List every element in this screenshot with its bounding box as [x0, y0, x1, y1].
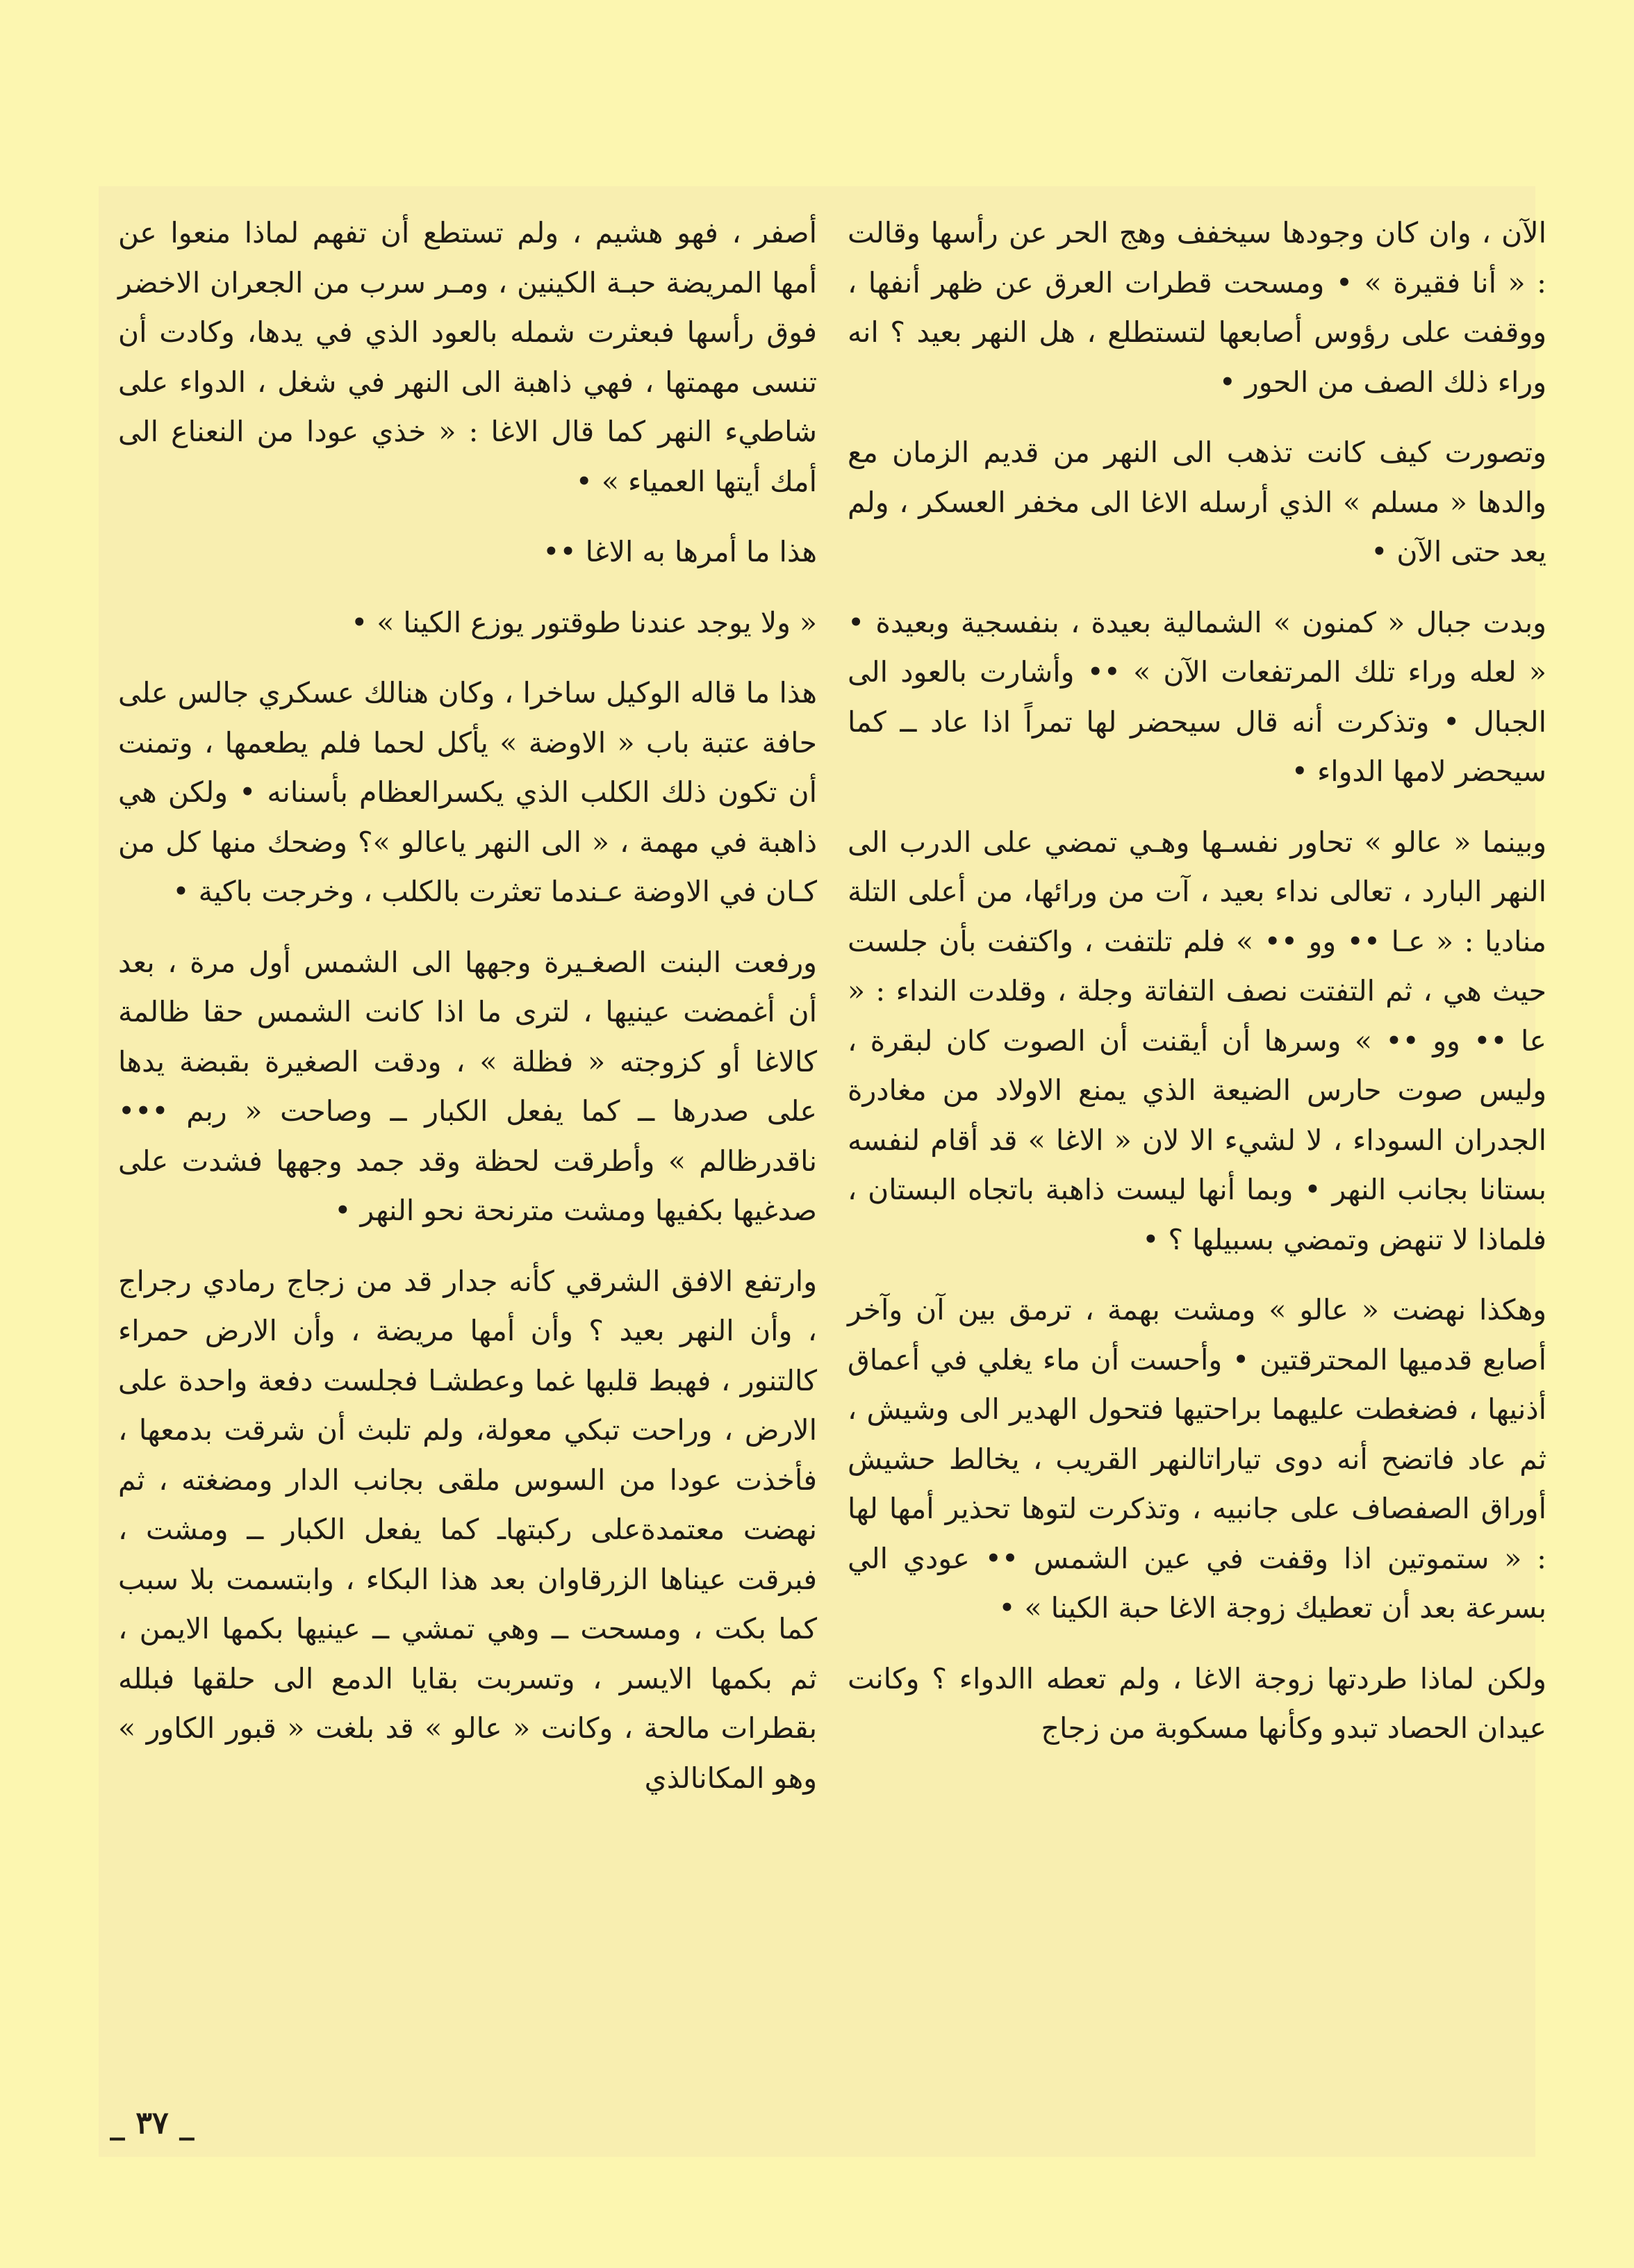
paragraph: أصفر ، فهو هشيم ، ولم تستطع أن تفهم لماذا منعوا عن أمها المريضة حبـة الكينين ، ومـر سرب من الجعران الاخضر فوق رأسها فبعثرت شمله بالعود الذي في يدها، وكادت أن تنسى مهمتها ، فهي ذاهبة الى النهر في شغل ، الدواء على شاطيء النهر كما قال الاغا : « خذي عودا من النعناع الى أمك أيتها العمياء » • [118, 216, 817, 498]
paragraph: ولكن لماذا طردتها زوجة الاغا ، ولم تعطه االدواء ؟ وكانت عيدان الحصاد تبدو وكأنها مسكوبة من زجاج [848, 1661, 1546, 1745]
page-number: _ ٣٧ _ [110, 2105, 195, 2141]
paragraph: هذا ما أمرها به الاغا •• [543, 535, 817, 568]
left-text-column [118, 208, 817, 1824]
paragraph: هذا ما قاله الوكيل ساخرا ، وكان هنالك عسكري جالس على حافة عتبة باب « الاوضة » يأكل لحما فلم يطعمها ، وتمنت أن تكون ذلك الكلب الذي يكسرالعظام بأسنانه • ولكن هي ذاهبة في مهمة ، « الى النهر ياعالو »؟ وضحك منها كل من كـان في الاوضة عـندما تعثرت بالكلب ، وخرجت باكية • [118, 676, 817, 908]
right-text-column [848, 208, 1546, 1775]
paragraph: وبينما « عالو » تحاور نفسـها وهـي تمضي على الدرب الى النهر البارد ، تعالى نداء بعيد ، آت من ورائها، من أعلى التلة مناديا : « عـا •• وو •• » فلم تلتفت ، واكتفت بأن جلست حيث هي ، ثم التفتت نصف التفاتة وجلة ، وقلدت النداء : « عا •• وو •• » وسرها أن أيقنت أن الصوت كان لبقرة ، وليس صوت حارس الضيعة الذي يمنع الاولاد من مغادرة الجدران السوداء ، لا لشيء الا لان « الاغا » قد أقام لنفسه بستانا بجانب النهر • وبما أنها ليست ذاهبة باتجاه البستان ، فلماذا لا تنهض وتمضي بسبيلها ؟ • [848, 825, 1546, 1256]
paragraph: ورفعت البنت الصغـيرة وجهها الى الشمس أول مرة ، بعد أن أغمضت عينيها ، لترى ما اذا كانت الشمس حقا ظالمة كالاغا أو كزوجته « فظلة » ، ودقت الصغيرة بقبضة يدها على صدرها ــ كما يفعل الكبار ــ وصاحت « ربم ••• ناقدرظالم » وأطرقت لحظة وقد جمد وجهها فشدت على صدغيها بكفيها ومشت مترنحة نحو النهر • [118, 945, 817, 1227]
paragraph: الآن ، وان كان وجودها سيخفف وهج الحر عن رأسها وقالت : « أنا فقيرة » • ومسحت قطرات العرق عن ظهر أنفها ، ووقفت على رؤوس أصابعها لتستطلع ، هل النهر بعيد ؟ انه وراء ذلك الصف من الحور • [848, 216, 1546, 399]
paragraph: وهكذا نهضت « عالو » ومشت بهمة ، ترمق بين آن وآخر أصابع قدميها المحترقتين • وأحست أن ماء يغلي في أعماق أذنيها ، فضغطت عليهما براحتيها فتحول الهدير الى وشيش ، ثم عاد فاتضح أنه دوى تياراتالنهر القريب ، يخالط حشيش أوراق الصفصاف على جانبيه ، وتذكرت لتوها تحذير أمها لها : « ستموتين اذا وقفت في عين الشمس •• عودي الي بسرعة بعد أن تعطيك زوجة الاغا حبة الكينا » • [848, 1293, 1546, 1625]
paragraph: وبدت جبال « كمنون » الشمالية بعيدة ، بنفسجية وبعيدة • « لعله وراء تلك المرتفعات الآن » •• وأشارت بالعود الى الجبال • وتذكرت أنه قال سيحضر لها تمراً اذا عاد ــ كما سيحضر لامها الدواء • [848, 605, 1546, 788]
paragraph: وارتفع الافق الشرقي كأنه جدار قد من زجاج رمادي رجراج ، وأن النهر بعيد ؟ وأن أمها مريضة ، وأن الارض حمراء كالتنور ، فهبط قلبها غما وعطشـا فجلست دفعة واحدة على الارض ، وراحت تبكي معولة، ولم تلبث أن شرقت بدمعها ، فأخذت عودا من السوس ملقى بجانب الدار ومضغته ، ثم نهضت معتمدةعلى ركبتهاـ كما يفعل الكبار ــ ومشت ، فبرقت عيناها الزرقاوان بعد هذا البكاء ، وابتسمت بلا سبب كما بكت ، ومسحت ــ وهي تمشي ــ عينيها بكمها الايمن ، ثم بكمها الايسر ، وتسربت بقايا الدمع الى حلقها فبلله بقطرات مالحة ، وكانت « عالو » قد بلغت « قبور الكاور » وهو المكانالذي [118, 1264, 817, 1795]
paragraph: وتصورت كيف كانت تذهب الى النهر من قديم الزمان مع والدها « مسلم » الذي أرسله الاغا الى مخفر العسكر ، ولم يعد حتى الآن • [848, 436, 1546, 568]
paragraph: « ولا يوجد عندنا طوقتور يوزع الكينا » • [351, 605, 817, 639]
